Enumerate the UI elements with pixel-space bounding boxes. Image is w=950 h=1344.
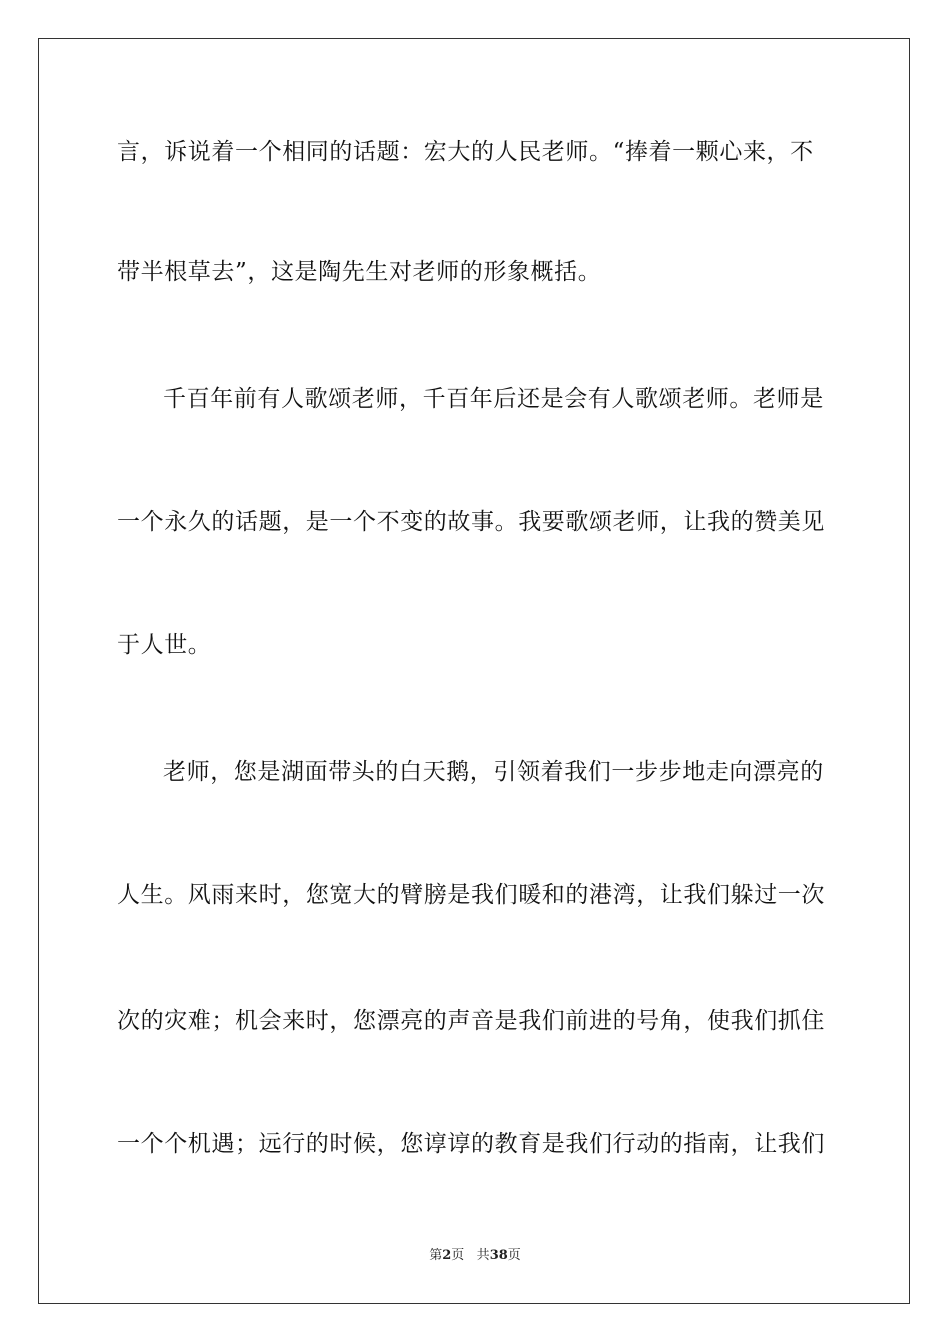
page-footer	[0, 1247, 950, 1265]
document-body	[117, 0, 833, 1344]
footer-total-pages: 38	[489, 1248, 508, 1263]
footer-page-prefix: 第	[429, 1248, 443, 1263]
footer-total-suffix: 页	[507, 1248, 521, 1263]
footer-page-number: 2	[442, 1248, 452, 1263]
text-line: 言，诉说着一个相同的话题：宏大的人民老师。“捧着一颗心来，不	[117, 139, 814, 165]
text-line: 一个永久的话题，是一个不变的故事。我要歌颂老师，让我的赞美见	[117, 509, 825, 535]
text-line: 一个个机遇；远行的时候，您谆谆的教育是我们行动的指南，让我们	[117, 1131, 825, 1157]
text-line: 人生。风雨来时，您宽大的臂膀是我们暖和的港湾，让我们躲过一次	[117, 882, 825, 908]
text-line: 千百年前有人歌颂老师，千百年后还是会有人歌颂老师。老师是	[163, 386, 824, 412]
text-line: 于人世。	[117, 632, 212, 658]
text-line: 次的灾难；机会来时，您漂亮的声音是我们前进的号角，使我们抓住	[117, 1008, 825, 1034]
text-line: 老师，您是湖面带头的白天鹅，引领着我们一步步地走向漂亮的	[163, 759, 824, 785]
footer-page-suffix: 页	[451, 1248, 465, 1263]
text-line: 带半根草去”，这是陶先生对老师的形象概括。	[117, 259, 602, 285]
footer-total-prefix: 共	[476, 1248, 490, 1263]
